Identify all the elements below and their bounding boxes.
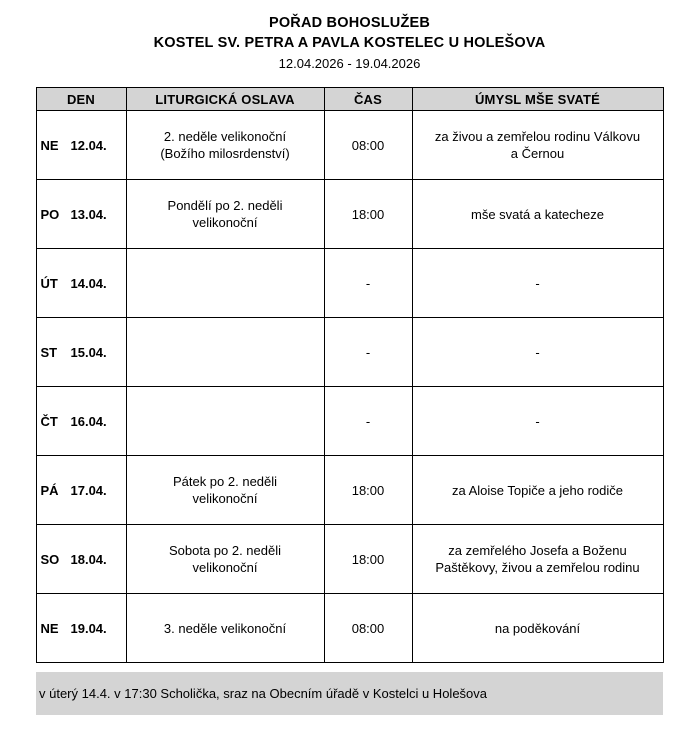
day-date: 16.04. <box>70 413 107 429</box>
day-date: 17.04. <box>70 482 107 498</box>
mass-schedule-table <box>36 87 664 663</box>
cell-intention <box>412 249 663 318</box>
cell-day <box>36 180 126 249</box>
day-of-week: NE <box>40 137 59 153</box>
liturgy-line-1: 3. neděle velikonoční <box>163 620 287 636</box>
cell-time: 18:00 <box>324 525 412 594</box>
cell-intention <box>412 456 663 525</box>
cell-intention <box>412 180 663 249</box>
table-row <box>36 456 663 525</box>
day-date: 14.04. <box>70 275 107 291</box>
column-header-intention: ÚMYSL MŠE SVATÉ <box>412 88 663 111</box>
cell-liturgy <box>126 594 324 663</box>
column-header-day: DEN <box>36 88 126 111</box>
cell-liturgy <box>126 111 324 180</box>
intention-line-1: za Aloise Topiče a jeho rodiče <box>451 482 624 498</box>
cell-intention <box>412 318 663 387</box>
day-of-week: NE <box>40 620 59 636</box>
cell-time: - <box>324 249 412 318</box>
liturgy-line-2: velikonoční <box>192 215 258 230</box>
liturgy-line-2: velikonoční <box>192 491 258 506</box>
intention-line-1: - <box>535 344 540 360</box>
intention-line-1: za zemřelého Josefa a Boženu <box>448 543 627 558</box>
intention-line-1: na poděkování <box>494 620 581 636</box>
footer-note <box>36 672 663 715</box>
cell-liturgy <box>126 387 324 456</box>
column-header-time: ČAS <box>324 88 412 111</box>
column-header-liturgy: LITURGICKÁ OSLAVA <box>126 88 324 111</box>
intention-line-2: a Černou <box>510 146 565 161</box>
intention-line-1: - <box>535 413 540 429</box>
cell-liturgy <box>126 525 324 594</box>
cell-intention <box>412 111 663 180</box>
cell-day <box>36 249 126 318</box>
liturgy-line-1: 2. neděle velikonoční <box>163 129 287 144</box>
cell-time: 08:00 <box>324 594 412 663</box>
table-header-row <box>36 88 663 111</box>
intention-line-1: - <box>535 275 540 291</box>
cell-intention <box>412 594 663 663</box>
liturgy-line-1: Pátek po 2. neděli <box>172 474 278 489</box>
cell-time: 18:00 <box>324 456 412 525</box>
cell-day <box>36 318 126 387</box>
liturgy-line-2: (Božího milosrdenství) <box>160 146 290 161</box>
cell-day <box>36 594 126 663</box>
cell-day <box>36 525 126 594</box>
page-title: POŘAD BOHOSLUŽEB <box>268 15 431 31</box>
intention-line-2: Paštěkovy, živou a zemřelou rodinu <box>435 560 640 575</box>
cell-liturgy <box>126 456 324 525</box>
cell-intention <box>412 525 663 594</box>
table-row <box>36 525 663 594</box>
cell-time: - <box>324 318 412 387</box>
table-row <box>36 594 663 663</box>
cell-day <box>36 111 126 180</box>
day-date: 19.04. <box>70 620 107 636</box>
church-name: KOSTEL SV. PETRA A PAVLA KOSTELEC U HOLEŠOVA <box>153 35 546 51</box>
table-row <box>36 249 663 318</box>
footer-note-text: v úterý 14.4. v 17:30 Scholička, sraz na Obecním úřadě v Kostelci u Holešova <box>39 686 488 701</box>
cell-time: 18:00 <box>324 180 412 249</box>
intention-line-1: za živou a zemřelou rodinu Válkovu <box>434 129 641 144</box>
cell-day <box>36 387 126 456</box>
cell-time: - <box>324 387 412 456</box>
cell-liturgy <box>126 318 324 387</box>
cell-liturgy <box>126 249 324 318</box>
day-of-week: PÁ <box>40 482 59 498</box>
table-row <box>36 180 663 249</box>
day-date: 13.04. <box>70 206 107 222</box>
day-date: 12.04. <box>70 137 107 153</box>
liturgy-line-1: Pondělí po 2. neděli <box>167 198 283 213</box>
document-header <box>0 0 699 74</box>
liturgy-line-2: velikonoční <box>192 560 258 575</box>
day-date: 18.04. <box>70 551 107 567</box>
table-row <box>36 111 663 180</box>
cell-intention <box>412 387 663 456</box>
table-row <box>36 387 663 456</box>
cell-day <box>36 456 126 525</box>
date-range: 12.04.2026 - 19.04.2026 <box>278 56 421 71</box>
day-of-week: ST <box>40 344 58 360</box>
day-of-week: SO <box>40 551 60 567</box>
cell-time: 08:00 <box>324 111 412 180</box>
liturgy-line-1: Sobota po 2. neděli <box>168 543 282 558</box>
table-row <box>36 318 663 387</box>
day-date: 15.04. <box>70 344 107 360</box>
intention-line-1: mše svatá a katecheze <box>471 206 604 222</box>
day-of-week: ČT <box>40 413 58 429</box>
cell-liturgy <box>126 180 324 249</box>
day-of-week: ÚT <box>40 275 58 291</box>
day-of-week: PO <box>40 206 60 222</box>
